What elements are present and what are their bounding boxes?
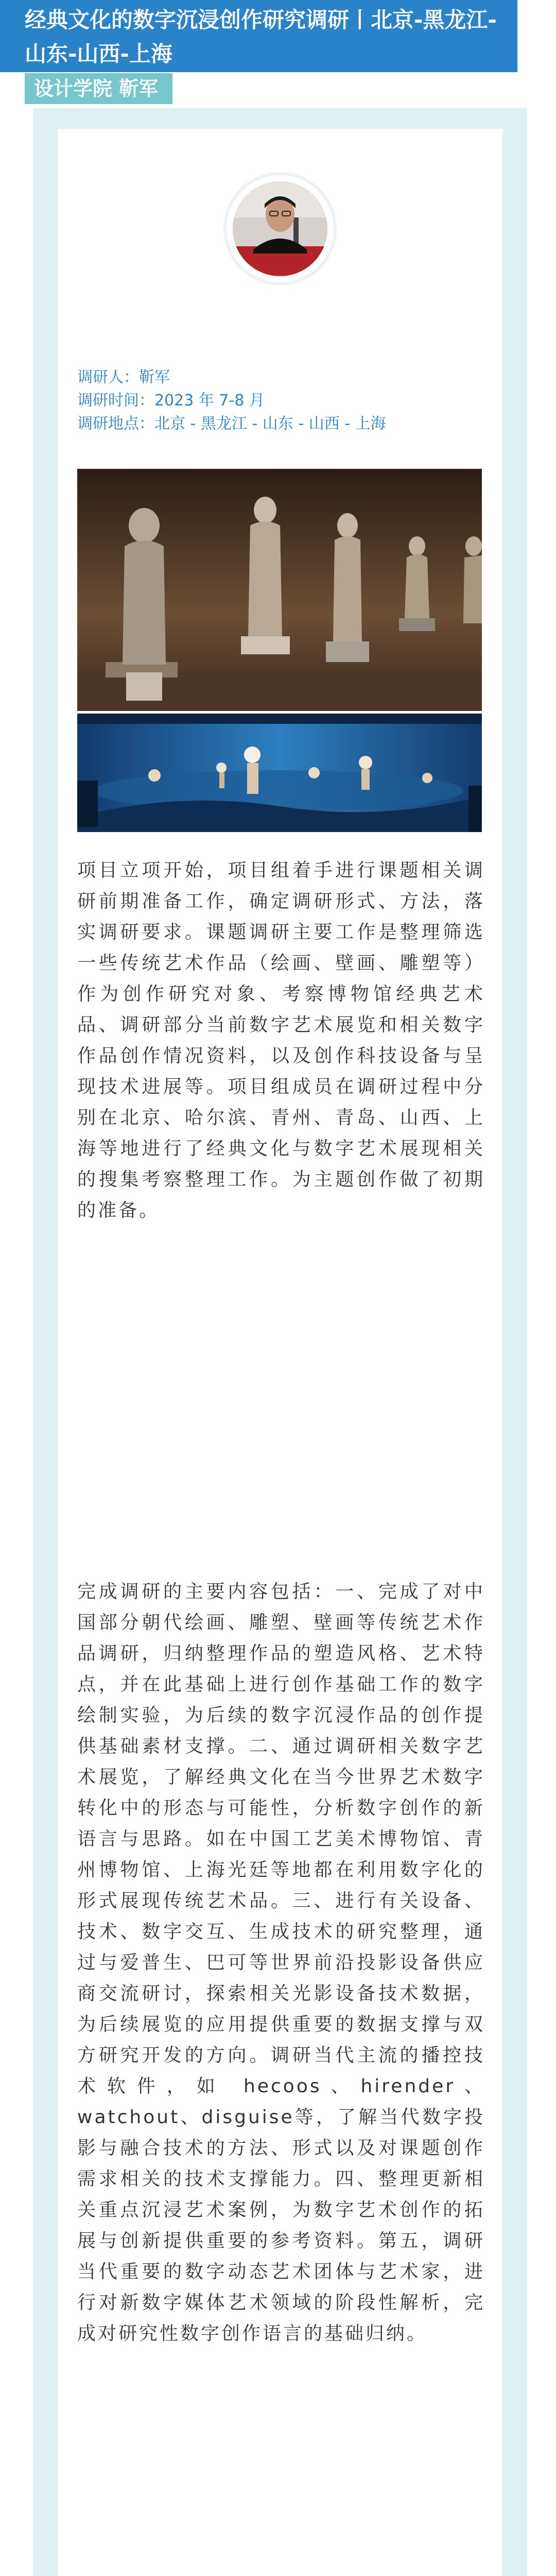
avatar-portrait [233,181,327,276]
intro-paragraph: 项目立项开始，项目组着手进行课题相关调研前期准备工作，确定调研形式、方法，落实调研要求。课题调研主要工作是整理筛选一些传统艺术作品（绘画、壁画、雕塑等）作为创作研究对象、考察博物馆经典艺术品、调研部分当前数字艺术展览和相关数字作品创作情况资料，以及创作科技设备与呈现技术进展等。项目组成员在调研过程中分别在北京、哈尔滨、青州、青岛、山西、上海等地进行了经典文化与数字艺术展现相关的搜集考察整理工作。为主题创作做了初期的准备。 [77,860,485,1221]
content-frame [33,108,527,2576]
article-title: 经典文化的数字沉浸创作研究调研丨北京-黑龙江-山东-山西-上海 [0,0,517,72]
avatar [233,181,327,276]
content-card [58,129,502,2576]
research-time-line: 调研时间：2023 年 7-8 月 [77,392,265,410]
avatar-ring [223,172,337,285]
immersive-exhibition-photo [77,714,482,832]
research-location-line: 调研地点：北京 - 黑龙江 - 山东 - 山西 - 上海 [77,415,386,433]
museum-sculptures-photo [77,469,482,711]
author-tag: 设计学院 靳军 [25,73,172,104]
research-info [77,366,386,435]
researcher-line: 调研人：靳军 [77,368,170,386]
findings-paragraph: 完成调研的主要内容包括：一、完成了对中国部分朝代绘画、雕塑、壁画等传统艺术作品调研，归纳整理作品的塑造风格、艺术特点，并在此基础上进行创作基础工作的数字绘制实验，为后续的数字沉浸作品的创作提供基础素材支撑。二、通过调研相关数字艺术展览，了解经典文化在当今世界艺术数字转化中的形态与可能性，分析数字创作的新语言与思路。如在中国工艺美术博物馆、青州博物馆、上海光廷等地都在利用数字化的形式展现传统艺术品。三、进行有关设备、技术、数字交互、生成技术的研究整理，通过与爱普生、巴可等世界前沿投影设备供应商交流研讨，探索相关光影设备技术数据，为后续展览的应用提供重要的数据支撑与双方研究开发的方向。调研当代主流的播控技术软件，如 hecoos、hirender、watchout、disguise等，了解当代数字投影与融合技术的方法、形式以及对课题创作需求相关的技术支撑能力。四、整理更新相关重点沉浸艺术案例，为数字艺术创作的拓展与创新提供重要的参考资料。第五，调研当代重要的数字动态艺术团体与艺术家，进行对新数字媒体艺术领域的阶段性解析，完成对研究性数字创作语言的基础归纳。 [77,1581,485,2344]
